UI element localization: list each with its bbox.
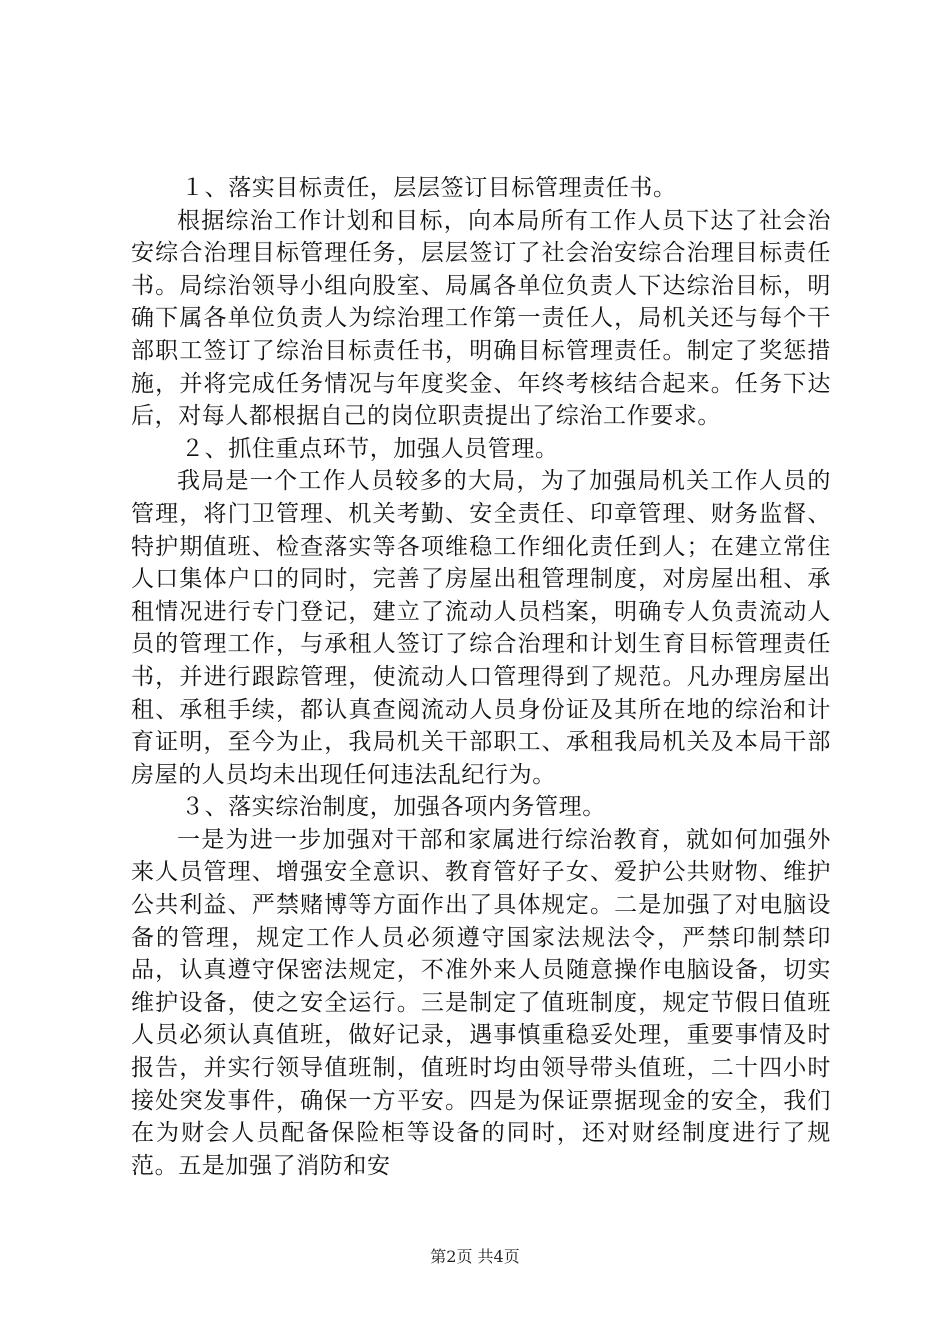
section-heading-3: ３、落实综治制度，加强各项内务管理。 <box>181 794 606 821</box>
section-heading-2: ２、抓住重点环节，加强人员管理。 <box>181 435 559 462</box>
section-heading-1: １、落实目标责任，层层签订目标管理责任书。 <box>181 175 677 201</box>
body-paragraph-1: 根据综治工作计划和目标，向本局所有工作人员下达了社会治安综合治理目标管理任务，层层签订了社会治安综合治理目标责任书。局综治领导小组向股室、局属各单位负责人下达综治目标，明确下属各单位负责人为综治理工作第一责任人，局机关还与每个干部职工签订了综治目标责任书，明确目标管理责任。制定了奖惩措施，并将完成任务情况与年度奖金、年终考核结合起来。任务下达后，对每人都根据自己的岗位职责提出了综治工作要求。 <box>131 207 831 430</box>
body-paragraph-3: 一是为进一步加强对干部和家属进行综治教育，就如何加强外来人员管理、增强安全意识、教育管好子女、爱护公共财物、维护公共利益、严禁赌博等方面作出了具体规定。二是加强了对电脑设备的管理，规定工作人员必须遵守国家法规法令，严禁印制禁印品，认真遵守保密法规定，不准外来人员随意操作电脑设备，切实维护设备，使之安全运行。三是制定了值班制度，规定节假日值班人员必须认真值班，做好记录，遇事慎重稳妥处理，重要事情及时报告，并实行领导值班制，值班时均由领导带头值班，二十四小时接处突发事件，确保一方平安。四是为保证票据现金的安全，我们在为财会人员配备保险柜等设备的同时，还对财经制度进行了规范。五是加强了消防和安 <box>131 826 831 1179</box>
body-paragraph-2: 我局是一个工作人员较多的大局，为了加强局机关工作人员的管理，将门卫管理、机关考勤、安全责任、印章管理、财务监督、特护期值班、检查落实等各项维稳工作细化责任到人；在建立常住人口集体户口的同时，完善了房屋出租管理制度，对房屋出租、承租情况进行专门登记，建立了流动人员档案，明确专人负责流动人员的管理工作，与承租人签订了综合治理和计划生育目标管理责任书，并进行跟踪管理，使流动人口管理得到了规范。凡办理房屋出租、承租手续，都认真查阅流动人员身份证及其所在地的综治和计育证明，至今为止，我局机关干部职工、承租我局机关及本局干部房屋的人员均未出现任何违法乱纪行为。 <box>131 468 831 788</box>
document-body <box>131 172 831 1182</box>
page-footer: 第2页 共4页 <box>430 1247 520 1266</box>
